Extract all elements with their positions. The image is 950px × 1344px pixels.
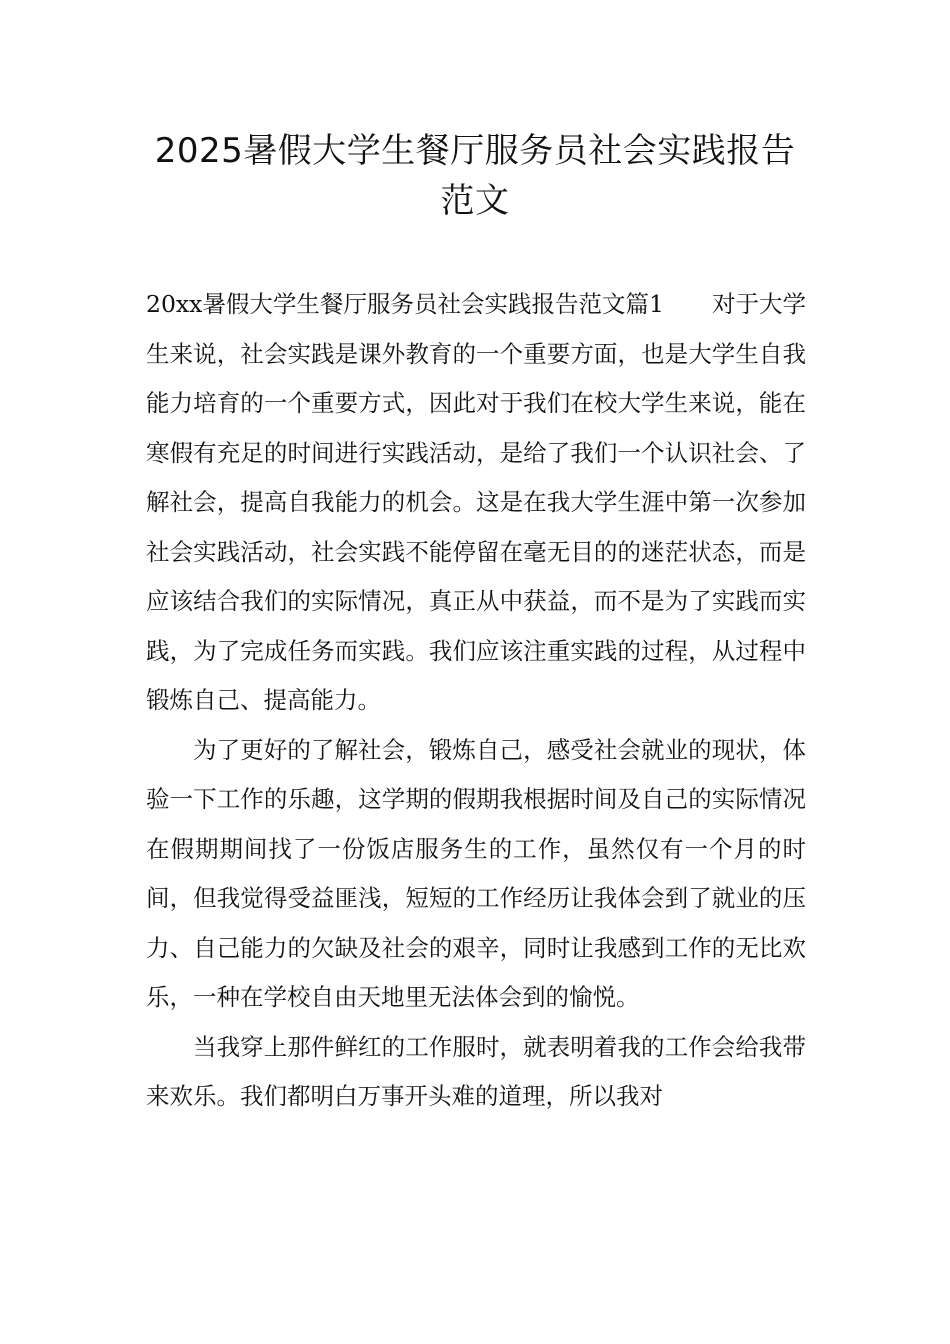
document-title [120, 126, 830, 226]
paragraph-2: 为了更好的了解社会，锻炼自己，感受社会就业的现状，体验一下工作的乐趣，这学期的假期我根据时间及自己的实际情况在假期期间找了一份饭店服务生的工作，虽然仅有一个月的时间，但我觉得受益匪浅，短短的工作经历让我体会到了就业的压力、自己能力的欠缺及社会的艰辛，同时让我感到工作的无比欢乐，一种在学校自由天地里无法体会到的愉悦。 [146, 735, 806, 1011]
paragraph-1 [146, 280, 806, 726]
document-body [146, 280, 806, 1122]
title-line-1: 2025暑假大学生餐厅服务员社会实践报告 [154, 131, 796, 171]
paragraph-1-text: 对于大学生来说，社会实践是课外教育的一个重要方面，也是大学生自我能力培育的一个重要方式，因此对于我们在校大学生来说，能在寒假有充足的时间进行实践活动，是给了我们一个认识社会、了解社会，提高自我能力的机会。这是在我大学生涯中第一次参加社会实践活动，社会实践不能停留在毫无目的的迷茫状态，而是应该结合我们的实际情况，真正从中获益，而不是为了实践而实践，为了完成任务而实践。我们应该注重实践的过程，从过程中锻炼自己、提高能力。 [146, 290, 806, 714]
paragraph-3: 当我穿上那件鲜红的工作服时，就表明着我的工作会给我带来欢乐。我们都明白万事开头难的道理，所以我对 [146, 1032, 806, 1110]
title-line-2: 范文 [440, 181, 510, 221]
section-heading: 20xx暑假大学生餐厅服务员社会实践报告范文篇1 [146, 290, 664, 318]
